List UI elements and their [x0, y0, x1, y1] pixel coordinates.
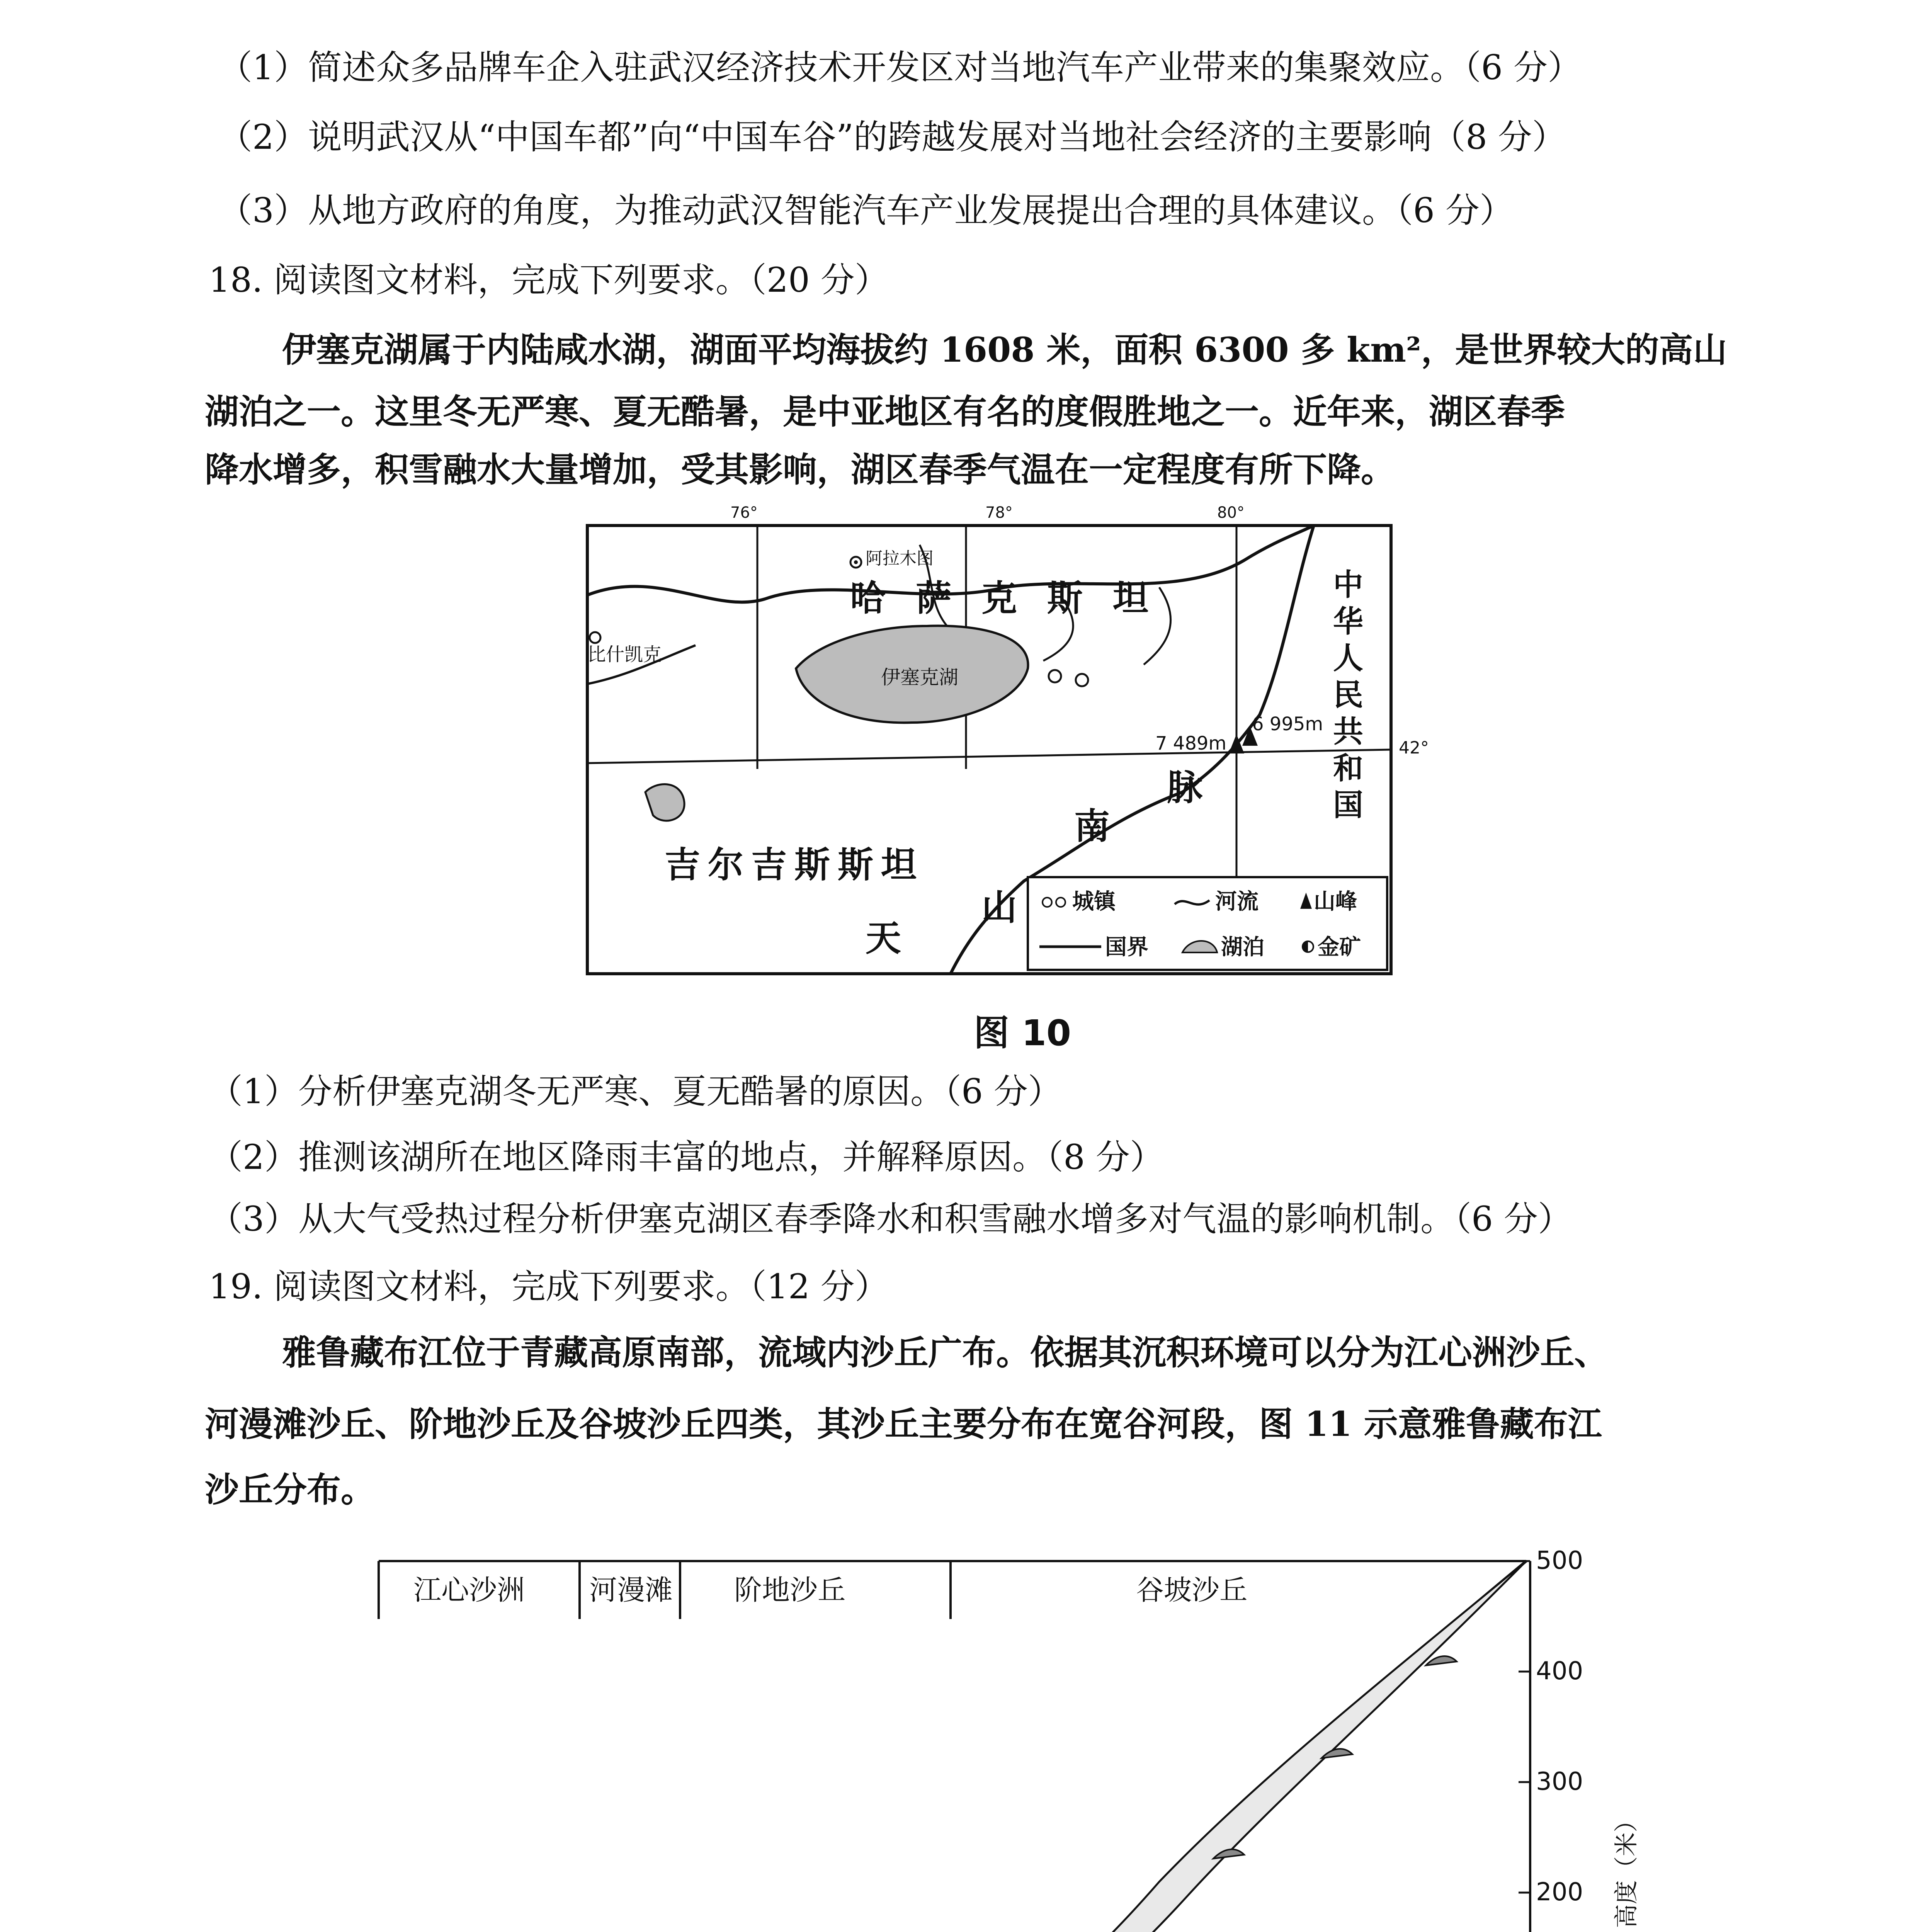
legend-peak: 山峰 — [1314, 889, 1357, 914]
kz-char: 哈 — [850, 578, 886, 619]
lake-small — [645, 784, 684, 821]
tianshan-char: 脉 — [1167, 767, 1203, 808]
town-bishkek — [590, 632, 600, 643]
q19-para-1: 雅鲁藏布江位于青藏高原南部，流域内沙丘广布。依据其沉积环境可以分为江心洲沙丘、 — [282, 1332, 1609, 1372]
legend-town: 城镇 — [1072, 889, 1116, 914]
kz-char: 坦 — [1113, 578, 1149, 619]
legend-border: 国界 — [1105, 935, 1148, 960]
tianshan-char: 南 — [1074, 806, 1110, 847]
cn-char: 中 — [1333, 568, 1364, 602]
cn-char: 民 — [1333, 678, 1364, 713]
parallel-42 — [587, 750, 1391, 763]
q18-para-2: 湖泊之一。这里冬无严寒、夏无酷暑，是中亚地区有名的度假胜地之一。近年来，湖区春季 — [205, 391, 1565, 432]
q18-stem: 18. 阅读图文材料，完成下列要求。（20 分） — [209, 260, 889, 300]
q18-para-3: 降水增多，积雪融水大量增加，受其影响，湖区春季气温在一定程度有所下降。 — [205, 449, 1395, 490]
peak-6995: 6 995m — [1252, 713, 1323, 735]
cn-char: 华 — [1333, 604, 1364, 639]
y-tick-500: 500 — [1536, 1546, 1583, 1575]
city-almaty: 阿拉木图 — [866, 549, 934, 568]
map-legend — [1028, 877, 1387, 970]
figure-10-caption: 图 10 — [974, 1012, 1071, 1054]
city-bishkek: 比什凯克 — [587, 644, 662, 665]
q18-sub3: （3）从大气受热过程分析伊塞克湖区春季降水和积雪融水增多对气温的影响机制。（6 分） — [209, 1199, 1572, 1239]
cn-char: 共 — [1333, 714, 1364, 749]
kz-char: 克 — [981, 578, 1017, 619]
q19-para-3: 沙丘分布。 — [205, 1469, 375, 1510]
label-76: 76° — [730, 504, 758, 522]
peak-7489: 7 489m — [1155, 733, 1227, 754]
lake-label: 伊塞克湖 — [881, 666, 958, 689]
label-42: 42° — [1399, 738, 1429, 758]
y-tick-300: 300 — [1536, 1767, 1583, 1796]
dune-marks — [502, 1656, 1457, 1932]
gold-mine-2 — [1076, 674, 1088, 686]
y-tick-400: 400 — [1536, 1657, 1583, 1685]
y-axis-label: 高度（米） — [1612, 1808, 1640, 1928]
zone-slope: 谷坡沙丘 — [1136, 1574, 1248, 1606]
zone-floodplain: 河漫滩 — [589, 1574, 673, 1606]
cn-char: 人 — [1333, 641, 1364, 676]
figure-11-profile — [348, 1542, 1662, 1932]
zone-terrace: 阶地沙丘 — [734, 1574, 846, 1606]
label-80: 80° — [1217, 504, 1245, 522]
kyrgyzstan-label: 吉尔吉斯斯坦 — [665, 844, 925, 886]
tianshan-char: 山 — [981, 887, 1017, 928]
legend-river: 河流 — [1215, 889, 1259, 914]
ground-profile — [352, 1561, 1526, 1932]
q18-sub2: （2）推测该湖所在地区降雨丰富的地点，并解释原因。（8 分） — [209, 1137, 1164, 1177]
q19-stem: 19. 阅读图文材料，完成下列要求。（12 分） — [209, 1267, 889, 1306]
q18-sub1: （1）分析伊塞克湖冬无严寒、夏无酷暑的原因。（6 分） — [209, 1071, 1062, 1111]
y-ticks — [1519, 1561, 1530, 1932]
tianshan-char: 天 — [866, 918, 901, 959]
q17-sub2: （2）说明武汉从“中国车都”向“中国车谷”的跨越发展对当地社会经济的主要影响（8 分） — [218, 117, 1566, 157]
cn-char: 国 — [1333, 788, 1364, 823]
q19-para-2: 河漫滩沙丘、阶地沙丘及谷坡沙丘四类，其沙丘主要分布在宽谷河段，图 11 示意雅鲁藏布江 — [205, 1404, 1602, 1444]
legend-gold: 金矿 — [1318, 935, 1361, 960]
q18-para-1: 伊塞克湖属于内陆咸水湖，湖面平均海拔约 1608 米，面积 6300 多 km²，是世界较大的高山 — [282, 330, 1727, 370]
legend-lake: 湖泊 — [1221, 935, 1264, 960]
figure-10-map — [580, 498, 1468, 981]
label-78: 78° — [985, 504, 1013, 522]
gold-mine — [1049, 670, 1061, 682]
kz-char: 斯 — [1047, 578, 1083, 619]
climbing-sand-sheet — [927, 1561, 1526, 1932]
zone-midchannel: 江心沙洲 — [413, 1574, 525, 1606]
y-tick-200: 200 — [1536, 1878, 1583, 1906]
q17-sub1: （1）简述众多品牌车企入驻武汉经济技术开发区对当地汽车产业带来的集聚效应。（6 分） — [218, 48, 1582, 87]
cn-char: 和 — [1333, 751, 1364, 786]
q17-sub3: （3）从地方政府的角度，为推动武汉智能汽车产业发展提出合理的具体建议。（6 分） — [218, 190, 1514, 230]
kz-char: 萨 — [916, 578, 952, 619]
